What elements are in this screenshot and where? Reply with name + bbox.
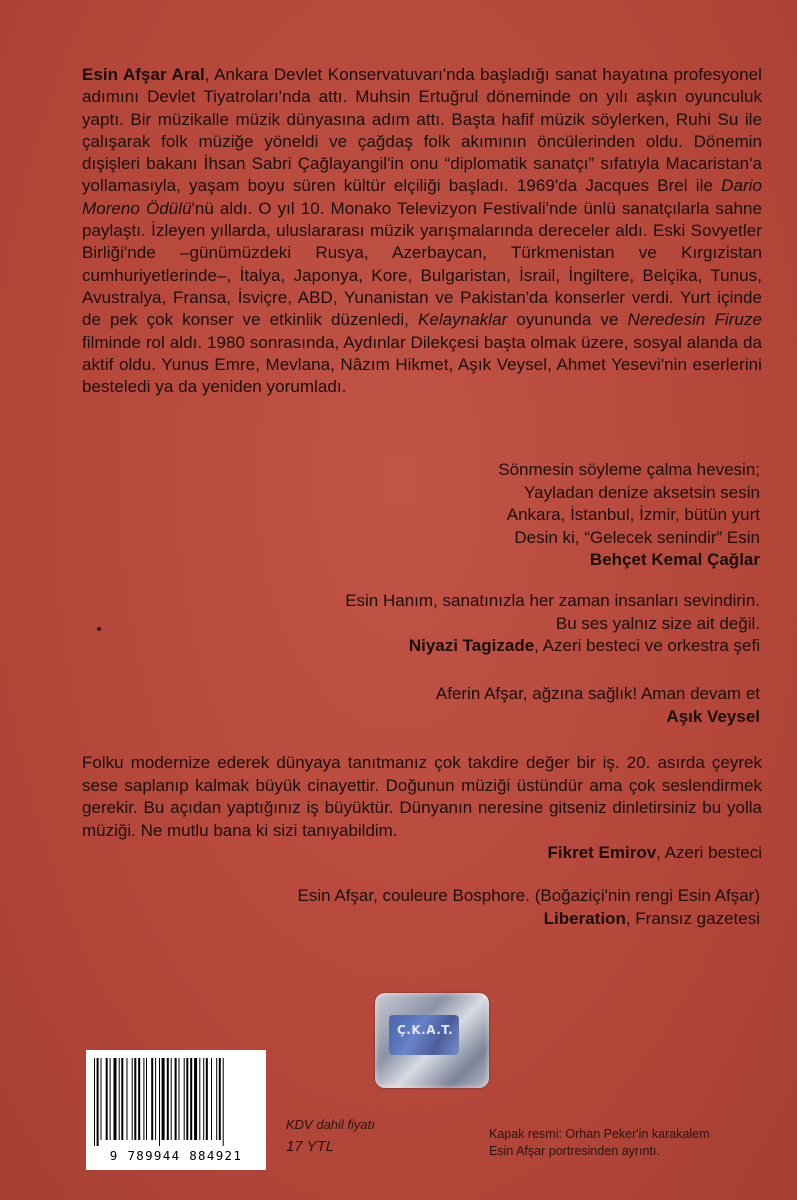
award-title: Dario Moreno Ödülü: [82, 176, 762, 218]
barcode-bar: [175, 1058, 177, 1140]
barcode-bar: [184, 1058, 185, 1140]
quote-author-role: , Azeri besteci: [656, 843, 762, 862]
barcode-bar: [223, 1058, 224, 1146]
bio-text-1: , Ankara Devlet Konservatuvarı'nda başladığı sanat hayatına profesyonel adımını Devlet Tiyatroları'nda attı. Muhsin Ertuğrul döneminde on yılı aşkın oyunculuk yaptı. Bir müzikalle müzik dünyasına adım attı. Başta hafif müzik söylerken, Ruhi Su ile çalışarak folk müziğe yöneldi ve çağdaş folk akımının öncülerinden oldu. Dönemin dışişleri bakanı İhsan Sabri Çağlayangil'in onu “diplomatik sanatçı” sıfatıyla Macaristan'a yollamasıyla, yaşam boyu süren kültür elçiliği başladı. 1969'da Jacques Brel ile: [82, 65, 762, 196]
bio-text-2: 'nü aldı. O yıl 10. Monako Televizyon Festivali'nde ünlü sanatçılarla sahne paylaştı. İzleyen yıllarda, uluslararası müzik yarışmalarında dereceler aldı. Eski Sovyetler Birliği'nde –günümüzdeki Rusya, Azerbaycan, Türkmenistan ve Kırgızistan cumhuriyetlerinde–, İtalya, Japonya, Kore, Bulgaristan, İsrail, İngiltere, Belçika, Tunus, Avustralya, Fransa, İsviçre, ABD, Yunanistan ve Pakistan'da konserler verdi. Yurt içinde de pek çok konser ve etkinlik düzenledi,: [82, 198, 762, 330]
quote-author-role: , Fransız gazetesi: [625, 908, 760, 928]
barcode-bar: [162, 1058, 165, 1140]
barcode-bar: [190, 1058, 192, 1140]
barcode-bar: [106, 1058, 108, 1140]
play-title: Kelaynaklar: [417, 310, 508, 330]
barcode-bar: [138, 1058, 140, 1140]
price-label: KDV dahil fiyatı: [286, 1117, 375, 1132]
quote-line: Esin Hanım, sanatınızla her zaman insanları sevindirin.: [345, 591, 760, 610]
quote-line: Bu ses yalnız size ait değil.: [555, 613, 760, 633]
barcode-bar: [159, 1058, 160, 1146]
barcode-bar: [186, 1058, 188, 1140]
quote-emirov: [82, 752, 762, 865]
barcode-bar: [211, 1058, 212, 1140]
quote-author: Behçet Kemal Çağlar: [589, 550, 760, 569]
author-name: Esin Afşar Aral: [82, 65, 205, 84]
barcode-bar: [203, 1058, 204, 1140]
barcode-bar: [110, 1058, 111, 1140]
quote-author: Niyazi Tagizade: [408, 636, 535, 655]
barcode-bar: [151, 1058, 153, 1140]
barcode-icon: [92, 1058, 260, 1146]
hologram-sticker: [375, 993, 489, 1088]
quote-line: Sönmesin söyleme çalma hevesin;: [498, 460, 760, 479]
isbn-number: 9 789944 884921: [109, 1148, 243, 1163]
quote-author-role: , Azeri besteci ve orkestra şefi: [534, 636, 760, 655]
barcode-bar: [199, 1058, 200, 1140]
barcode-bar: [97, 1058, 99, 1146]
barcode-bar: [206, 1058, 208, 1140]
barcode-bar: [127, 1058, 128, 1140]
barcode-bar: [114, 1058, 117, 1140]
quote-line: Aferin Afşar, ağzına sağlık! Aman devam et: [435, 684, 760, 703]
barcode-bar: [155, 1058, 156, 1140]
credit-line-2: Esin Afşar portresinden ayrıntı.: [489, 1144, 660, 1158]
bio-text-4: filminde rol aldı. 1980 sonrasında, Aydınlar Dilekçesi başta olmak üzere, sosyal alanda da aktif oldu. Yunus Emre, Mevlana, Nâzım Hikmet, Aşık Veysel, Ahmet Yesevi'nin eserlerini besteledi ya da yeniden yorumladı.: [82, 332, 762, 397]
quote-veysel: [436, 683, 760, 728]
barcode-bar: [219, 1058, 221, 1140]
author-biography: [82, 64, 762, 398]
quote-author: Liberation: [543, 908, 626, 928]
film-title: Neredesin Firuze: [627, 310, 762, 330]
quote-line: Yayladan denize aksetsin sesin: [524, 482, 760, 502]
quote-line: Esin Afşar, couleure Bosphore. (Boğaziçi'nin rengi Esin Afşar): [297, 886, 760, 905]
quote-tagizade: [345, 590, 760, 658]
quote-liberation: [298, 885, 761, 930]
barcode-bar: [179, 1058, 180, 1140]
barcode-bar: [167, 1058, 169, 1140]
barcode-bar: [171, 1058, 172, 1140]
barcode-bar: [134, 1058, 136, 1140]
quote-line: Desin ki, “Gelecek senindir” Esin: [514, 527, 760, 547]
barcode-bar: [216, 1058, 217, 1140]
quote-caglar: [498, 459, 760, 572]
credit-line-1: Kapak resmi: Orhan Peker'in karakalem: [489, 1127, 710, 1141]
hologram-text: Ç.K.A.T.: [397, 1023, 454, 1037]
bio-text-3: oyununda ve: [507, 310, 628, 330]
barcode-bar: [119, 1058, 120, 1140]
quote-text: Folku modernize ederek dünyaya tanıtmanız çok takdire değer bir iş. 20. asırda çeyrek sese saplanıp kalmak büyük cinayettir. Doğunun müziği üstündür ama çok seslendirmek gerekir. Bu açıdan yaptığınız iş büyüktür. Dünyanın neresine gitseniz dinletirsiniz bu yolla müziği. Ne mutlu bana ki sizi tanıyabildim.: [82, 753, 762, 840]
barcode-bar: [146, 1058, 147, 1140]
quote-line: Ankara, İstanbul, İzmir, bütün yurt: [506, 505, 760, 524]
barcode-bar: [194, 1058, 197, 1140]
cover-credit: [489, 1126, 779, 1160]
barcode-bar: [143, 1058, 144, 1140]
price-block: [286, 1117, 375, 1155]
barcode-bar: [121, 1058, 123, 1140]
print-speck: [97, 627, 101, 631]
isbn-barcode: [86, 1050, 266, 1170]
quote-author: Aşık Veysel: [666, 706, 760, 726]
barcode-bar: [94, 1058, 95, 1146]
quote-author: Fikret Emirov: [547, 843, 657, 862]
barcode-bar: [101, 1058, 102, 1140]
price-value: 17 YTL: [286, 1138, 335, 1155]
barcode-bar: [132, 1058, 133, 1140]
